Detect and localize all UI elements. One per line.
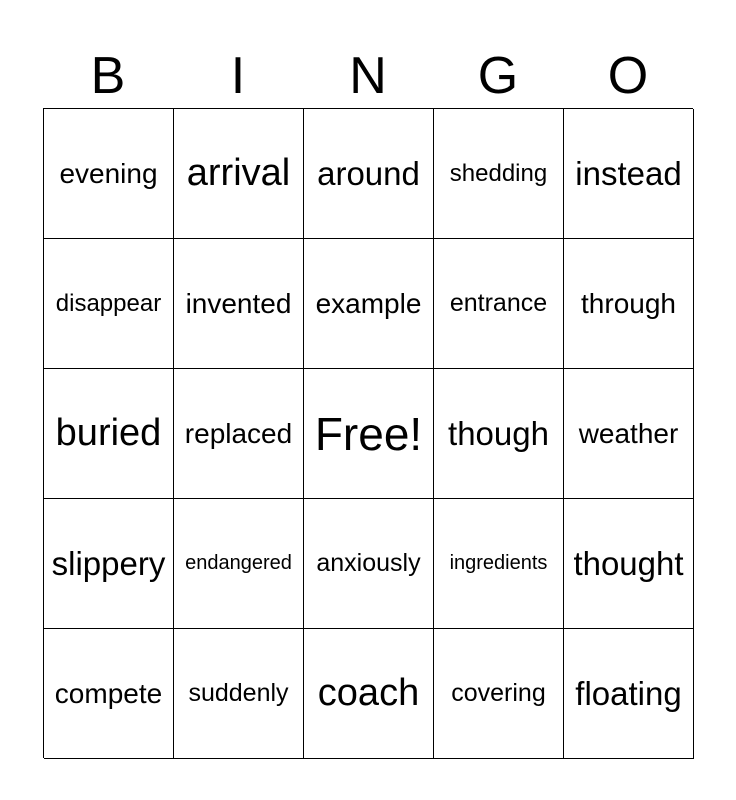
bingo-cell: disappear xyxy=(44,239,174,369)
bingo-cell: example xyxy=(304,239,434,369)
bingo-cell: anxiously xyxy=(304,499,434,629)
bingo-cell: thought xyxy=(564,499,694,629)
bingo-cell: arrival xyxy=(174,109,304,239)
bingo-cell: around xyxy=(304,109,434,239)
header-letter-g: G xyxy=(477,47,519,105)
bingo-cell: compete xyxy=(44,629,174,759)
bingo-cell: evening xyxy=(44,109,174,239)
bingo-cell: floating xyxy=(564,629,694,759)
header-letter-b: B xyxy=(90,47,126,105)
bingo-cell: instead xyxy=(564,109,694,239)
bingo-cell: ingredients xyxy=(434,499,564,629)
bingo-cell: buried xyxy=(44,369,174,499)
bingo-cell: suddenly xyxy=(174,629,304,759)
bingo-cell: endangered xyxy=(174,499,304,629)
bingo-cell: entrance xyxy=(434,239,564,369)
bingo-cell: though xyxy=(434,369,564,499)
free-space-cell: Free! xyxy=(304,369,434,499)
header-letter-o: O xyxy=(607,47,649,105)
bingo-cell: shedding xyxy=(434,109,564,239)
header-letter-n: N xyxy=(349,47,387,105)
bingo-cell: replaced xyxy=(174,369,304,499)
bingo-cell: slippery xyxy=(44,499,174,629)
bingo-cell: invented xyxy=(174,239,304,369)
bingo-cell: through xyxy=(564,239,694,369)
bingo-board xyxy=(43,108,693,758)
bingo-cell: coach xyxy=(304,629,434,759)
bingo-cell: covering xyxy=(434,629,564,759)
bingo-header xyxy=(43,44,693,108)
header-letter-i: I xyxy=(230,47,246,105)
bingo-cell: weather xyxy=(564,369,694,499)
